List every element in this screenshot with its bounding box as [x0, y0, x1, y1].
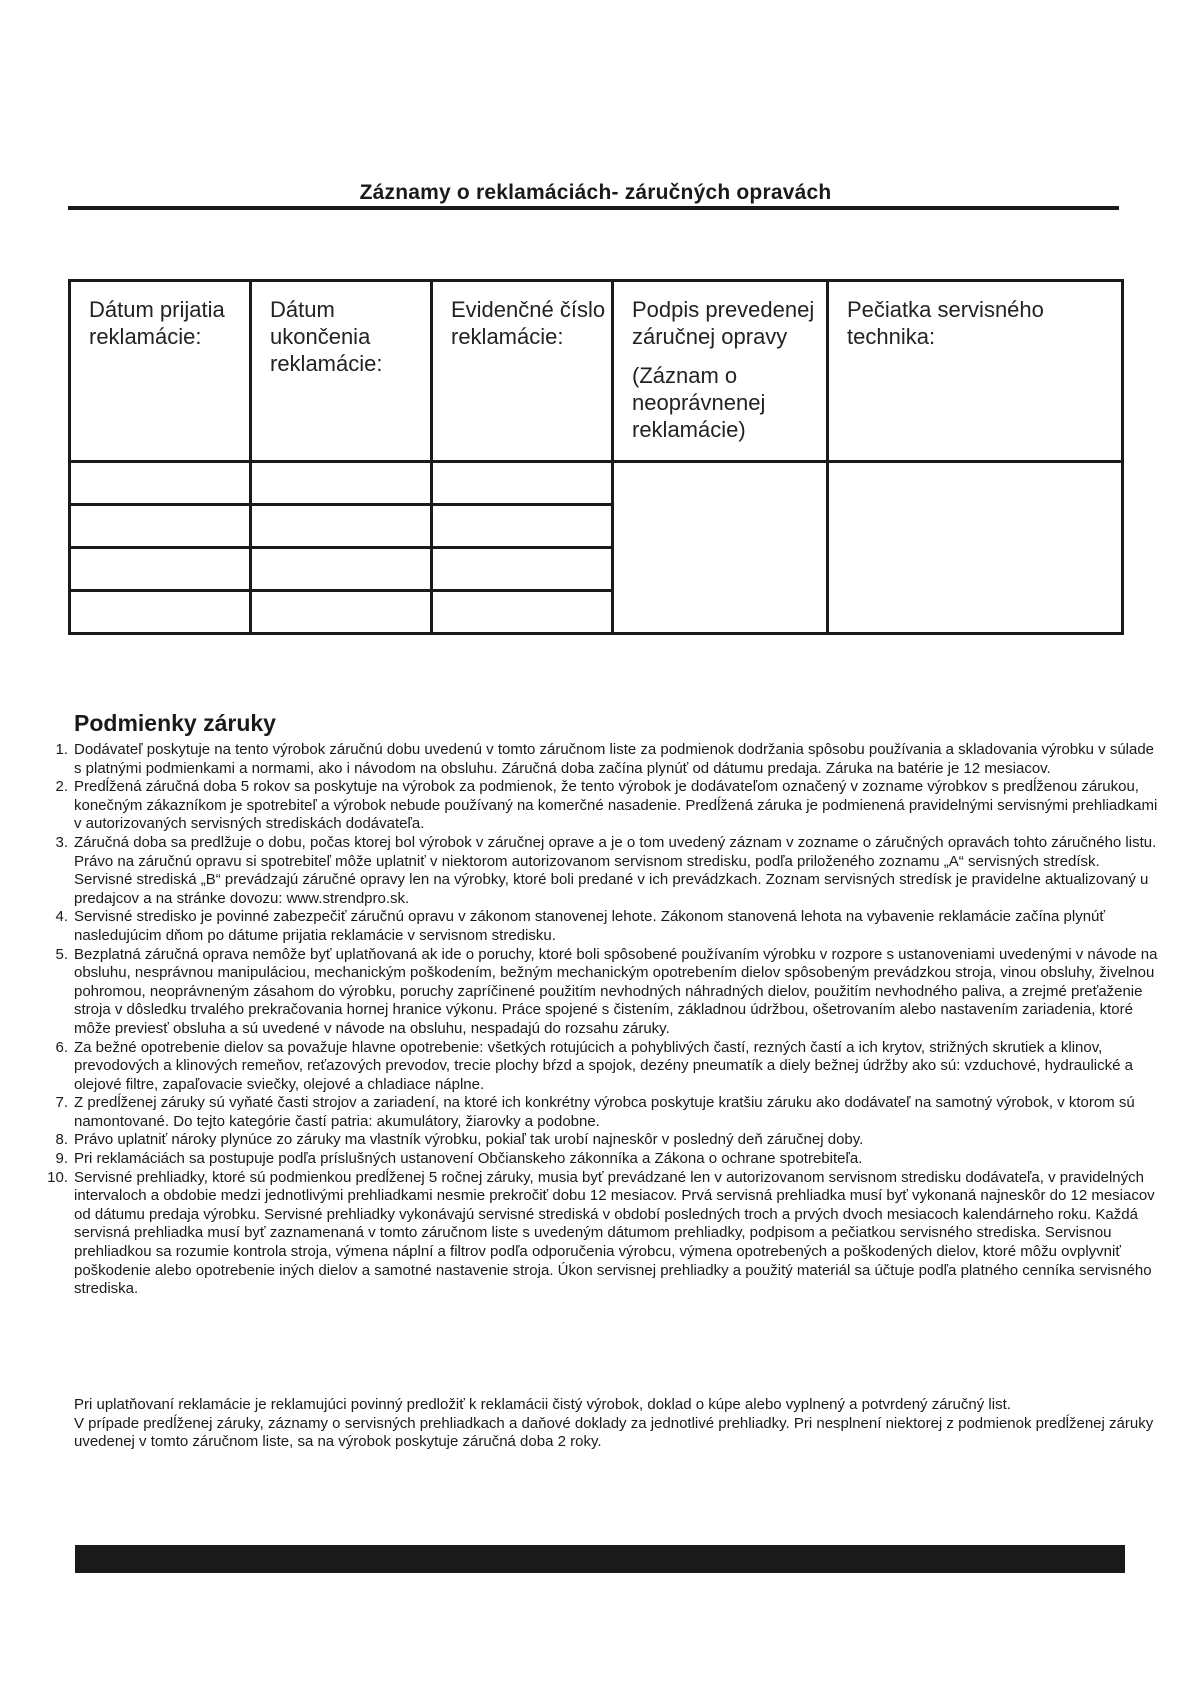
list-item: [55, 1131, 1159, 1150]
cell-date-received: [70, 548, 251, 591]
item-number: 9.: [55, 1150, 68, 1168]
header-cell-repair-signature: [613, 281, 828, 462]
warranty-conditions-list: [47, 741, 1159, 1299]
cell-date-closed: [251, 548, 432, 591]
item-text: Servisné prehliadky, ktoré sú podmienkou predĺženej 5 ročnej záruky, musia byť prevádzané len v autorizovanom servisnom stredisku dodávateľa, v pravidelných intervaloch a obdobie medzi jednotlivými prehliadkami nesmie prekročiť dobu 12 mesiacov. Prvá servisná prehliadka musí byť vykonaná najneskôr do 12 mesiacov od dátumu predaja výrobku. Servisné prehliadky vykonávajú servisné strediská v období posledných troch a prvých dvoch mesiacoch kalendárneho roku. Každá servisná prehliadka musí byť zaznamenaná v tomto záručnom liste s uvedeným dátumom prehliadky, podpisom a pečiatkou servisného strediska. Servisnou prehliadkou sa rozumie kontrola stroja, výmena náplní a filtrov podľa odporučenia výrobcu, výmena opotrebených a poškodených dielov, ktoré môžu ovplyvniť poškodenie alebo opotrebenie iných dielov a samotné nastavenie stroja. Úkon servisnej prehliadky a použitý materiál sa účtuje podľa platného cenníka servisného strediska.: [74, 1168, 1155, 1298]
header-repair-signature-wrap: [614, 282, 826, 443]
list-item: [55, 945, 1159, 1039]
cell-date-received: [70, 591, 251, 634]
list-item: [55, 1038, 1159, 1095]
warranty-conditions-heading: Podmienky záruky: [74, 710, 276, 736]
item-number: 3.: [55, 833, 68, 851]
cell-date-closed: [251, 462, 432, 505]
header-date-closed: Dátum ukončenia reklamácie:: [270, 297, 383, 376]
item-number: 6.: [55, 1038, 68, 1056]
closing-paragraph: V prípade predĺženej záruky, záznamy o servisných prehliadkach a daňové doklady za jednotlivé prehliadky. Pri nesplnení niektorej z podmienok predĺženej záruky uvedenej v tomto záručnom liste, sa na výrobok poskytuje záručná doba 2 roky.: [74, 1414, 1154, 1451]
item-text: Servisné stredisko je povinné zabezpečiť záručnú opravu v zákonom stanovenej lehote. Zákonom stanovená lehota na vybavenie reklamácie začína plynúť nasledujúcim dňom po dátume prijatia reklamácie v servisnom stredisku.: [74, 908, 1106, 944]
cell-date-closed: [251, 505, 432, 548]
cell-claim-number: [432, 591, 613, 634]
item-text: Bezplatná záručná oprava nemôže byť uplatňovaná ak ide o poruchy, ktoré boli spôsobené používaním výrobku v rozpore s ustanoveniami uvedenými v návode na obsluhu, nesprávnou manipuláciou, mechanickým poškodením, bežným mechanickým opotrebením dielov spôsobeným prevádzkou stroja, vinou obsluhy, živelnou pohromou, neoprávneným zásahom do výrobku, poruchy zapríčinené použitím nevhodných náhradných dielov, použitím nevhodného paliva, a zrejmé preťaženie stroja v dôsledku trvalého prekračovania hornej hranice výkonu. Práce spojené s čistením, základnou údržbou, ošetrovaním alebo nastavením zariadenia, ktoré môže previesť obsluha a sú uvedené v návode na obsluhu, nespadajú do rozsahu záruky.: [74, 945, 1158, 1037]
header-technician-stamp: Pečiatka servisného technika:: [847, 297, 1044, 349]
cell-technician-stamp: [828, 462, 1123, 634]
cell-claim-number: [432, 462, 613, 505]
cell-repair-signature: [613, 462, 828, 634]
item-number: 1.: [55, 741, 68, 758]
item-number: 5.: [55, 945, 68, 963]
header-unjustified-claim-note: (Záznam o neoprávnenej reklamácie): [632, 363, 766, 442]
list-item: [55, 741, 1159, 778]
header-cell-technician-stamp: [828, 281, 1123, 462]
cell-claim-number: [432, 548, 613, 591]
item-number: 7.: [55, 1094, 68, 1112]
title-underline: [68, 206, 1119, 210]
item-number: 8.: [55, 1131, 68, 1149]
cell-claim-number: [432, 505, 613, 548]
list-item: [55, 908, 1159, 945]
list-item: [55, 833, 1159, 908]
item-text: Záručná doba sa predlžuje o dobu, počas ktorej bol výrobok v záručnej oprave a je o tom uvedený záznam v zozname o záručných opravách tohto záručného listu. Právo na záručnú opravu si spotrebiteľ môže uplatniť v niektorom autorizovanom servisnom stredisku, podľa priloženého zoznamu „A“ servisných stredísk. Servisné strediská „B“ prevádzajú záručné opravy len na výrobky, ktoré boli predané v ich prevádzkach. Zoznam servisných stredísk je pravidelne aktualizovaný u predajcov a na stránke dovozu: www.strendpro.sk.: [74, 833, 1157, 907]
item-text: Právo uplatniť nároky plynúce zo záruky ma vlastník výrobku, pokiaľ tak urobí najneskôr v posledný deň záručnej doby.: [74, 1131, 864, 1149]
item-text: Z predĺženej záruky sú vyňaté časti strojov a zariadení, na ktoré ich konkrétny výrobca poskytuje kratšiu záruku ako dodávateľ na samotný výrobok, v ktorom sú namontované. Do tejto kategórie častí patria: akumulátory, žiarovky a podobne.: [74, 1094, 1135, 1130]
header-cell-claim-number: [432, 281, 613, 462]
header-cell-date-received: [70, 281, 251, 462]
item-number: 2.: [55, 778, 68, 796]
item-number: 4.: [55, 908, 68, 926]
header-date-received: Dátum prijatia reklamácie:: [89, 297, 225, 349]
list-item: [55, 1150, 1159, 1169]
header-repair-signature: Podpis prevedenej záručnej opravy: [632, 297, 815, 349]
closing-paragraph: Pri uplatňovaní reklamácie je reklamujúci povinný predložiť k reklamácii čistý výrobok, doklad o kúpe alebo vyplnený a potvrdený záručný list.: [74, 1396, 1011, 1413]
item-text: Za bežné opotrebenie dielov sa považuje hlavne opotrebenie: všetkých rotujúcich a pohyblivých častí, rezných častí a ich krytov, strižných skrutiek a klinov, prevodových a klinových remeňov, reťazových prevodov, trecie plochy bŕzd a spojok, dezény pneumatík a diely bežnej údržby ako sú: vzduchové, hydraulické a olejové filtre, zapaľovacie sviečky, olejové a chladiace náplne.: [74, 1038, 1133, 1093]
item-number: 10.: [47, 1168, 68, 1186]
header-cell-date-closed: [251, 281, 432, 462]
item-text: Predĺžená záručná doba 5 rokov sa poskytuje na výrobok za podmienok, že tento výrobok je dodávateľom označený v zozname výrobkov s predĺženou zárukou, konečným zákazníkom je spotrebiteľ a výrobok nebude používaný na komerčné nasadenie. Predĺžená záruka je podmienená pravidelnými servisnými prehliadkami v autorizovaných servisných strediskách dodávateľa.: [74, 778, 1158, 833]
cell-date-received: [70, 505, 251, 548]
header-claim-number: Evidenčné číslo reklamácie:: [451, 297, 606, 349]
list-item: [47, 1168, 1159, 1299]
cell-date-received: [70, 462, 251, 505]
footer-bar: [75, 1545, 1125, 1573]
table-row: [70, 462, 1123, 505]
page-title: Záznamy o reklamáciách- záručných opravách: [359, 181, 832, 204]
table-header-row: [70, 281, 1123, 462]
list-item: [55, 1094, 1159, 1131]
claims-records-table: [68, 279, 1124, 635]
item-text: Dodávateľ poskytuje na tento výrobok záručnú dobu uvedenú v tomto záručnom liste za podmienok dodržania spôsobu používania a skladovania výrobku v súlade s platnými podmienkami a normami, ako i návodom na obsluhu. Záručná doba začína plynúť od dátumu predaja. Záruka na batérie je 12 mesiacov.: [74, 741, 1155, 777]
item-text: Pri reklamáciách sa postupuje podľa príslušných ustanovení Občianskeho zákonníka a Zákona o ochrane spotrebiteľa.: [74, 1150, 863, 1168]
claim-submission-note: [74, 1396, 1154, 1452]
list-item: [55, 778, 1159, 834]
cell-date-closed: [251, 591, 432, 634]
